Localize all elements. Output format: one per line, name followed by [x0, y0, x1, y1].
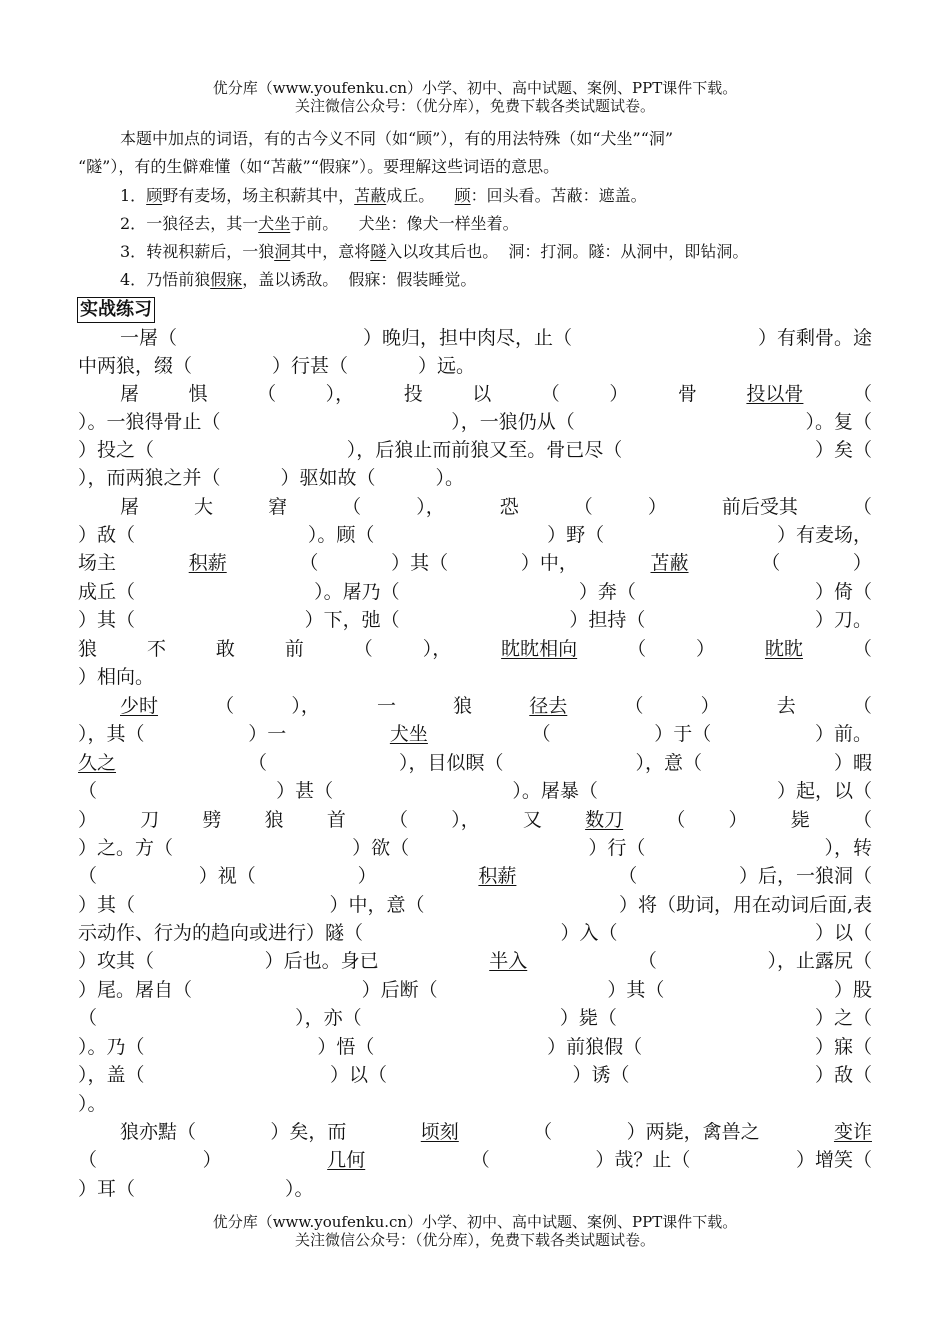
text-segment: ），一狼仍从（ [451, 411, 575, 433]
text-segment: ）驱如故（ [280, 467, 376, 489]
exercise-line-22 [78, 919, 872, 947]
text-segment: 又 [522, 809, 542, 831]
exercise-line-28 [78, 1090, 872, 1118]
text-segment: （ [299, 552, 319, 574]
text-segment: ）担持（ [569, 609, 646, 631]
text-segment: （ [247, 752, 267, 774]
exercise-line-29 [120, 1118, 872, 1146]
text-segment: 中两狼，缀（ [78, 355, 193, 377]
text-segment: 狼 [264, 809, 284, 831]
text-segment: ）。乃（ [78, 1036, 145, 1058]
text-segment: 敢 [215, 638, 235, 660]
text-segment: ），止露尻（ [767, 950, 872, 972]
text-segment: （ [533, 1121, 553, 1143]
text-segment: ）入（ [560, 922, 618, 944]
text-segment: ）远。 [418, 355, 476, 377]
text-segment: （ [573, 496, 593, 518]
text-segment: （ [666, 809, 686, 831]
text-segment: ）悟（ [317, 1036, 375, 1058]
text-segment: 投 [403, 383, 423, 405]
text-segment: ），盖（ [78, 1064, 145, 1086]
text-segment: 成丘（ [78, 581, 136, 603]
text-segment: 狼 [453, 695, 473, 717]
text-segment: ）尾。屠自（ [78, 979, 193, 1001]
text-segment: ）前狼假（ [547, 1036, 643, 1058]
exercise-line-15 [78, 720, 872, 748]
text-segment: 以 [472, 383, 492, 405]
annotated-word: 眈眈 [764, 638, 803, 660]
annotated-word: 少时 [120, 695, 159, 717]
text-segment: 去 [776, 695, 796, 717]
exercise-line-12 [78, 635, 872, 663]
text-segment: ），而两狼之并（ [78, 467, 221, 489]
text-segment: ）下，弛（ [304, 609, 400, 631]
text-segment: ）野（ [547, 524, 605, 546]
annotated-word: 数刀 [585, 809, 624, 831]
text-segment: ）。 [285, 1178, 314, 1200]
text-segment: 一 [376, 695, 396, 717]
text-segment: ）有麦场， [776, 524, 872, 546]
text-segment: （ [852, 638, 872, 660]
text-segment: ）行（ [588, 837, 646, 859]
exercise-line-8 [78, 521, 872, 549]
text-segment: 恐 [499, 496, 519, 518]
exercise-line-21 [78, 891, 872, 919]
annotated-word: 顷刻 [420, 1121, 459, 1143]
section-title: 实战练习 [77, 297, 155, 323]
text-segment: ） [852, 552, 872, 574]
text-segment: ），后狼止而前狼又至。骨已尽（ [346, 439, 623, 461]
text-segment: 一屠（ [120, 327, 178, 349]
annotated-word: 变诈 [833, 1121, 872, 1143]
exercise-line-18 [78, 806, 872, 834]
text-segment: 屠 [120, 383, 140, 405]
text-segment: ） [78, 809, 98, 831]
text-segment: （ [78, 780, 98, 802]
text-segment: ）股 [833, 979, 872, 1001]
exercise-line-9 [78, 549, 872, 577]
text-segment: ）。屠乃（ [314, 581, 400, 603]
text-segment: （ [531, 723, 551, 745]
annotated-word: 犬坐 [389, 723, 428, 745]
text-segment: 骨 [677, 383, 697, 405]
text-segment: 狼亦黠（ [120, 1121, 197, 1143]
text-segment: ）欲（ [352, 837, 410, 859]
annotated-word: 径去 [529, 695, 568, 717]
text-segment: ）敌（ [78, 524, 136, 546]
text-segment: （ [624, 695, 644, 717]
text-segment: （ [470, 1149, 490, 1171]
exercise-line-16 [78, 749, 872, 777]
text-segment: 窘 [268, 496, 288, 518]
text-segment: ）。顾（ [307, 524, 375, 546]
text-segment: （ [353, 638, 373, 660]
text-segment: ）矣（ [814, 439, 872, 461]
text-segment: ）。复（ [805, 411, 872, 433]
text-segment: ）后，一狼洞（ [738, 865, 872, 887]
exercise-line-25 [78, 1004, 872, 1032]
text-segment: ） [700, 695, 720, 717]
text-segment: ）于（ [654, 723, 712, 745]
annotated-word: 眈眈相向 [501, 638, 578, 660]
text-segment: （ [852, 809, 872, 831]
intro-line-1: 本题中加点的词语，有的古今义不同（如“顾”），有的用法特殊（如“犬坐”“洞” [120, 129, 674, 148]
annotated-word: 积薪 [478, 865, 517, 887]
text-segment: ） [357, 865, 377, 887]
text-segment: ）敌（ [814, 1064, 872, 1086]
text-segment: ）之（ [814, 1007, 872, 1029]
example-2: 2．一狼径去，其一犬坐于前。 犬坐：像犬一样坐着。 [120, 214, 519, 233]
exercise-line-24 [78, 976, 872, 1004]
text-segment: ） [647, 496, 667, 518]
text-segment: ）起，以（ [776, 780, 872, 802]
text-segment: ），转 [824, 837, 872, 859]
text-segment: 首 [326, 809, 346, 831]
exercise-line-7 [120, 493, 872, 521]
exercise-line-31 [78, 1175, 872, 1203]
text-segment: ）以（ [329, 1064, 387, 1086]
text-segment: ）其（ [391, 552, 449, 574]
annotated-word: 投以骨 [746, 383, 804, 405]
exercise-line-5 [78, 436, 872, 464]
page-footer-line-1: 优分库（www.youfenku.cn）小学、初中、高中试题、案例、PPT课件下载。 [212, 1213, 738, 1231]
exercise-line-27 [78, 1061, 872, 1089]
text-segment: （ [540, 383, 560, 405]
text-segment: （ [627, 638, 647, 660]
text-segment: ）寐（ [814, 1036, 872, 1058]
exercise-line-19 [78, 834, 872, 862]
text-segment: ）其（ [78, 894, 136, 916]
text-segment: ）矣，而 [270, 1121, 347, 1143]
text-segment: ），意（ [635, 752, 702, 774]
text-segment: ），亦（ [295, 1007, 362, 1029]
text-segment: 前后受其 [721, 496, 798, 518]
text-segment: ）有剩骨。途 [757, 327, 872, 349]
exercise-line-4 [78, 408, 872, 436]
text-segment: ）中，意（ [329, 894, 425, 916]
text-segment: 大 [194, 496, 214, 518]
text-segment: ），其（ [78, 723, 145, 745]
text-segment: ）耳（ [78, 1178, 136, 1200]
text-segment: （ [852, 496, 872, 518]
text-segment: 屠 [120, 496, 140, 518]
text-segment: ）， [325, 383, 355, 405]
text-segment: 前 [284, 638, 304, 660]
text-segment: （ [618, 865, 638, 887]
text-segment: 劈 [202, 809, 222, 831]
text-segment: ）其（ [78, 609, 136, 631]
text-segment: 刀 [140, 809, 160, 831]
text-segment: （ [637, 950, 657, 972]
exercise-line-30 [78, 1146, 872, 1174]
exercise-line-14 [120, 692, 872, 720]
exercise-line-2 [78, 352, 872, 380]
text-segment: ）相向。 [78, 666, 155, 688]
text-segment: ）一 [248, 723, 287, 745]
annotated-word: 苫蔽 [650, 552, 689, 574]
text-segment: ）。 [78, 1093, 107, 1115]
text-segment: （ [215, 695, 235, 717]
text-segment: ）之。方（ [78, 837, 174, 859]
text-segment: 不 [146, 638, 166, 660]
text-segment: ）， [451, 809, 480, 831]
text-segment: （ [761, 552, 781, 574]
text-segment: ） [696, 638, 716, 660]
exercise-line-11 [78, 606, 872, 634]
text-segment: ）， [422, 638, 452, 660]
text-segment: ）后也。身已 [264, 950, 379, 972]
exercise-line-20 [78, 862, 872, 890]
text-segment: ）哉？止（ [595, 1149, 691, 1171]
annotated-word: 半入 [489, 950, 528, 972]
text-segment: ）。一狼得骨止（ [78, 411, 221, 433]
text-segment: ）， [291, 695, 320, 717]
exercise-line-26 [78, 1033, 872, 1061]
page-header-line-1: 优分库（www.youfenku.cn）小学、初中、高中试题、案例、PPT课件下载。 [212, 79, 738, 97]
text-segment: ）视（ [198, 865, 256, 887]
text-segment: ）。屠暴（ [512, 780, 598, 802]
text-segment: （ [78, 1007, 98, 1029]
text-segment: ）。 [435, 467, 465, 489]
text-segment: ）投之（ [78, 439, 155, 461]
text-segment: （ [342, 496, 362, 518]
text-segment: （ [78, 1149, 98, 1171]
text-segment: 毙 [790, 809, 810, 831]
text-segment: ）将（助词，用在动词后面,表 [618, 894, 872, 916]
text-segment: 惧 [188, 383, 208, 405]
page-footer-line-2: 关注微信公众号：（优分库），免费下载各类试题试卷。 [294, 1231, 655, 1249]
text-segment: （ [852, 695, 872, 717]
exercise-line-13 [78, 663, 872, 691]
text-segment: （ [78, 865, 98, 887]
text-segment: ），目似瞑（ [398, 752, 504, 774]
text-segment: ）刀。 [814, 609, 872, 631]
text-segment: ）中， [520, 552, 578, 574]
text-segment: （ [389, 809, 409, 831]
text-segment: ）行甚（ [272, 355, 349, 377]
text-segment: ） [728, 809, 748, 831]
text-segment: （ [852, 383, 872, 405]
text-segment: ）， [416, 496, 445, 518]
text-segment: ）增笑（ [795, 1149, 872, 1171]
text-segment: ）以（ [814, 922, 872, 944]
text-segment: ）甚（ [276, 780, 334, 802]
text-segment: 狼 [78, 638, 98, 660]
text-segment: ）后断（ [361, 979, 438, 1001]
exercise-line-1 [120, 324, 872, 352]
exercise-line-6 [78, 464, 872, 492]
text-segment: ）毙（ [559, 1007, 617, 1029]
text-segment: ）倚（ [814, 581, 872, 603]
example-1: 1．顾野有麦场，场主积薪其中，苫蔽成丘。 顾：回头看。苫蔽：遮盖。 [120, 186, 647, 205]
text-segment: （ [257, 383, 277, 405]
text-segment: ）晚归，担中肉尽，止（ [362, 327, 572, 349]
text-segment: ）前。 [814, 723, 872, 745]
text-segment: 示动作、行为的趋向或进行）隧（ [78, 922, 364, 944]
text-segment: ）其（ [607, 979, 665, 1001]
text-segment: ） [609, 383, 629, 405]
text-segment: ） [202, 1149, 222, 1171]
text-segment: ）攻其（ [78, 950, 155, 972]
exercise-line-17 [78, 777, 872, 805]
text-segment: ）奔（ [578, 581, 636, 603]
exercise-line-3 [120, 380, 872, 408]
exercise-line-23 [78, 947, 872, 975]
exercise-line-10 [78, 578, 872, 606]
annotated-word: 几何 [327, 1149, 366, 1171]
text-segment: 场主 [78, 552, 117, 574]
annotated-word: 积薪 [188, 552, 227, 574]
text-segment: ）两毙，禽兽之 [626, 1121, 760, 1143]
annotated-word: 久之 [78, 752, 117, 774]
example-3: 3．转视积薪后，一狼洞其中，意将隧入以攻其后也。 洞：打洞。隧：从洞中，即钻洞。 [120, 242, 749, 261]
page-header-line-2: 关注微信公众号：（优分库），免费下载各类试题试卷。 [294, 97, 655, 115]
text-segment: ）暇 [833, 752, 872, 774]
example-4: 4．乃悟前狼假寐，盖以诱敌。 假寐：假装睡觉。 [120, 270, 477, 289]
intro-line-2: “隧”），有的生僻难懂（如“苫蔽”“假寐”）。要理解这些词语的意思。 [78, 157, 560, 176]
text-segment: ）诱（ [572, 1064, 630, 1086]
